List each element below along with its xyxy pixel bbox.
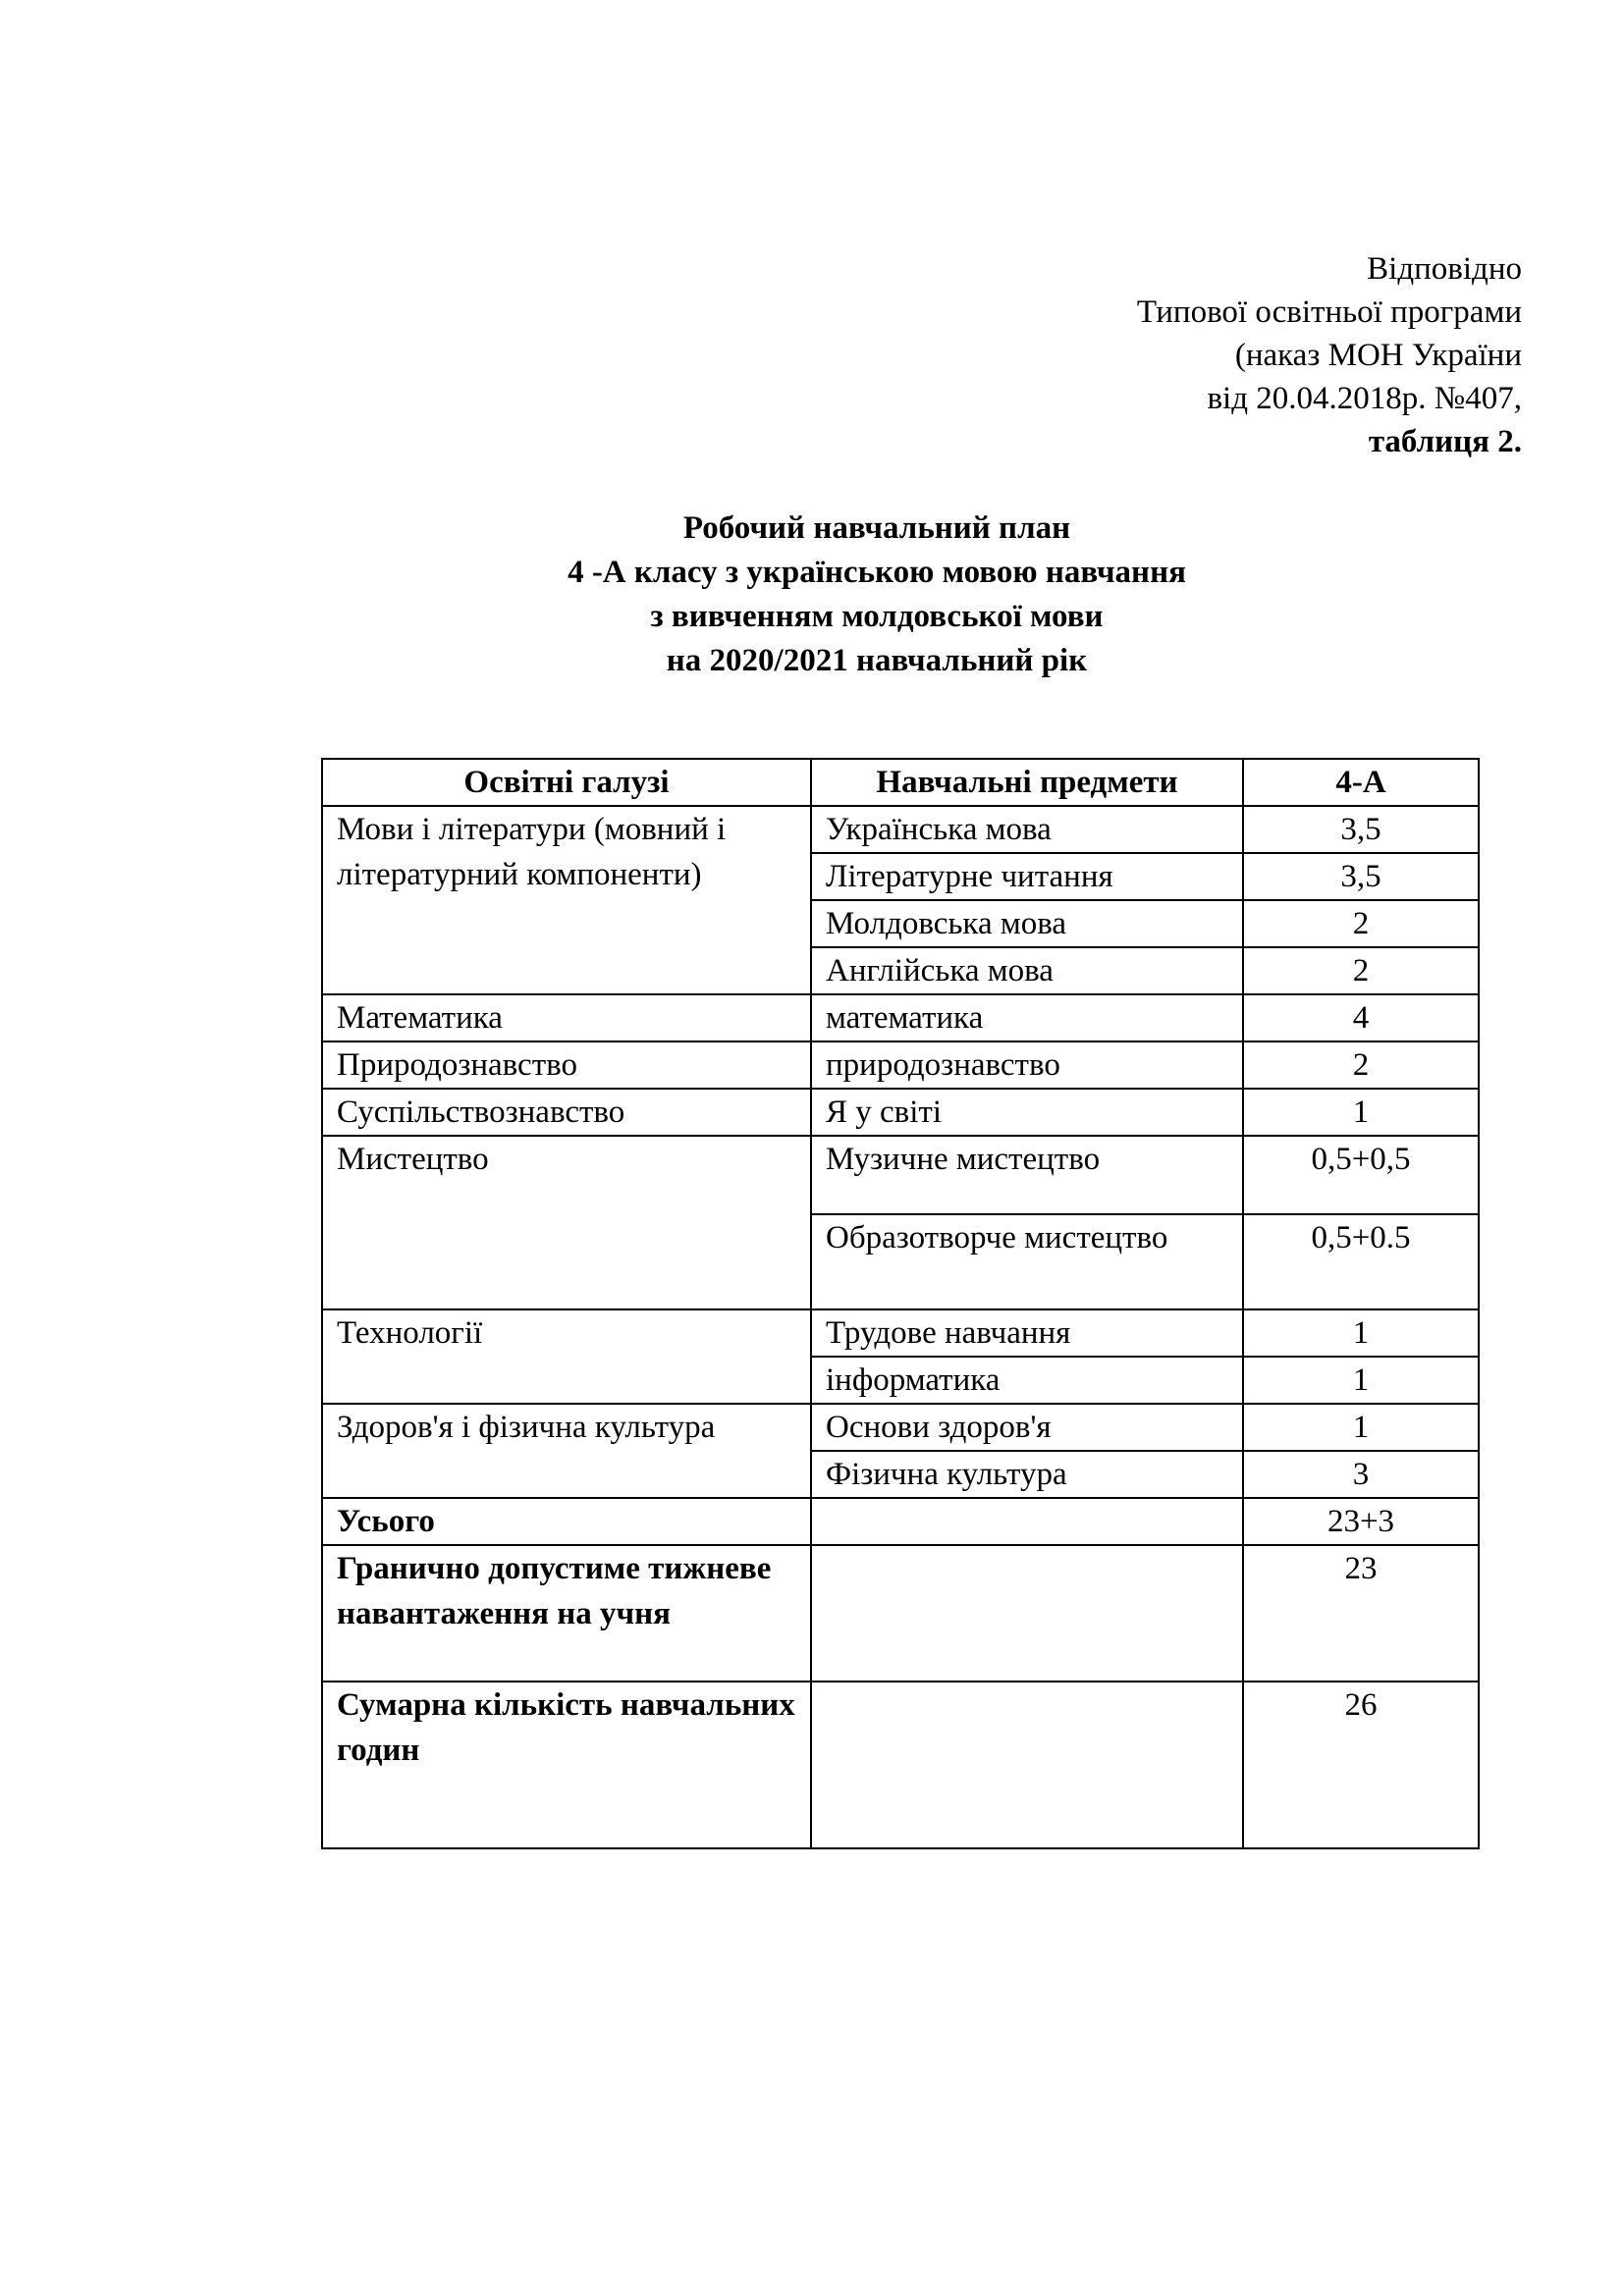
subject-cell: Образотворче мистецтво [811, 1214, 1243, 1309]
subject-cell: Молдовська мова [811, 900, 1243, 947]
max-load-row [322, 1545, 1479, 1682]
empty-cell [811, 1498, 1243, 1545]
hours-cell: 3,5 [1243, 853, 1479, 900]
hours-cell: 4 [1243, 994, 1479, 1041]
hours-cell: 3,5 [1243, 806, 1479, 853]
table-row [322, 1089, 1479, 1136]
column-header-class: 4-А [1243, 759, 1479, 806]
subject-cell: Основи здоров'я [811, 1404, 1243, 1451]
order-reference [1137, 247, 1522, 463]
column-header-subject: Навчальні предмети [811, 759, 1243, 806]
order-reference-line: Типової освітньої програми [1136, 294, 1522, 330]
column-header-area: Освітні галузі [322, 759, 811, 806]
table-row [322, 1309, 1479, 1357]
hours-cell: 1 [1243, 1404, 1479, 1451]
plan-title-line: на 2020/2021 навчальний рік [666, 643, 1088, 678]
area-cell: Природознавство [322, 1041, 811, 1089]
order-reference-line: (наказ МОН України [1234, 338, 1522, 373]
subject-cell: Літературне читання [811, 853, 1243, 900]
hours-cell: 0,5+0.5 [1243, 1214, 1479, 1309]
sum-hours-label: Сумарна кількість навчальних годин [322, 1682, 811, 1848]
area-cell: Суспільствознавство [322, 1089, 811, 1136]
hours-cell: 1 [1243, 1357, 1479, 1404]
area-cell: Здоров'я і фізична культура [322, 1404, 811, 1498]
table-row [322, 806, 1479, 853]
max-load-hours: 23 [1243, 1545, 1479, 1682]
plan-title-line: 4 -А класу з українською мовою навчання [568, 555, 1186, 590]
table-row [322, 1136, 1479, 1214]
subject-cell: Трудове навчання [811, 1309, 1243, 1357]
hours-cell: 1 [1243, 1309, 1479, 1357]
empty-cell [811, 1682, 1243, 1848]
table-header-row [322, 759, 1479, 806]
plan-title-line: Робочий навчальний план [682, 510, 1071, 546]
table-row [322, 994, 1479, 1041]
subject-cell: інформатика [811, 1357, 1243, 1404]
plan-title [0, 507, 1624, 683]
hours-cell: 0,5+0,5 [1243, 1136, 1479, 1214]
area-cell: Технології [322, 1309, 811, 1404]
empty-cell [811, 1545, 1243, 1682]
subject-cell: математика [811, 994, 1243, 1041]
area-cell: Мистецтво [322, 1136, 811, 1309]
area-cell: Математика [322, 994, 811, 1041]
sum-hours-value: 26 [1243, 1682, 1479, 1848]
curriculum-table [321, 758, 1480, 1849]
table-row [322, 1404, 1479, 1451]
area-cell: Мови і літератури (мовний і літературний компоненти) [322, 806, 811, 994]
total-label: Усього [322, 1498, 811, 1545]
plan-title-line: з вивченням молдовської мови [650, 599, 1104, 634]
hours-cell: 1 [1243, 1089, 1479, 1136]
total-row [322, 1498, 1479, 1545]
total-hours: 23+3 [1243, 1498, 1479, 1545]
sum-hours-row [322, 1682, 1479, 1848]
order-reference-line: від 20.04.2018р. №407, [1207, 381, 1522, 416]
hours-cell: 2 [1243, 947, 1479, 994]
subject-cell: Українська мова [811, 806, 1243, 853]
hours-cell: 2 [1243, 1041, 1479, 1089]
max-load-label: Гранично допустиме тижневе навантаження на учня [322, 1545, 811, 1682]
subject-cell: Я у світі [811, 1089, 1243, 1136]
table-number: таблиця 2. [1368, 424, 1522, 459]
order-reference-line: Відповідно [1367, 251, 1522, 287]
subject-cell: природознавство [811, 1041, 1243, 1089]
hours-cell: 3 [1243, 1451, 1479, 1498]
subject-cell: Фізична культура [811, 1451, 1243, 1498]
subject-cell: Англійська мова [811, 947, 1243, 994]
hours-cell: 2 [1243, 900, 1479, 947]
table-row [322, 1041, 1479, 1089]
subject-cell: Музичне мистецтво [811, 1136, 1243, 1214]
